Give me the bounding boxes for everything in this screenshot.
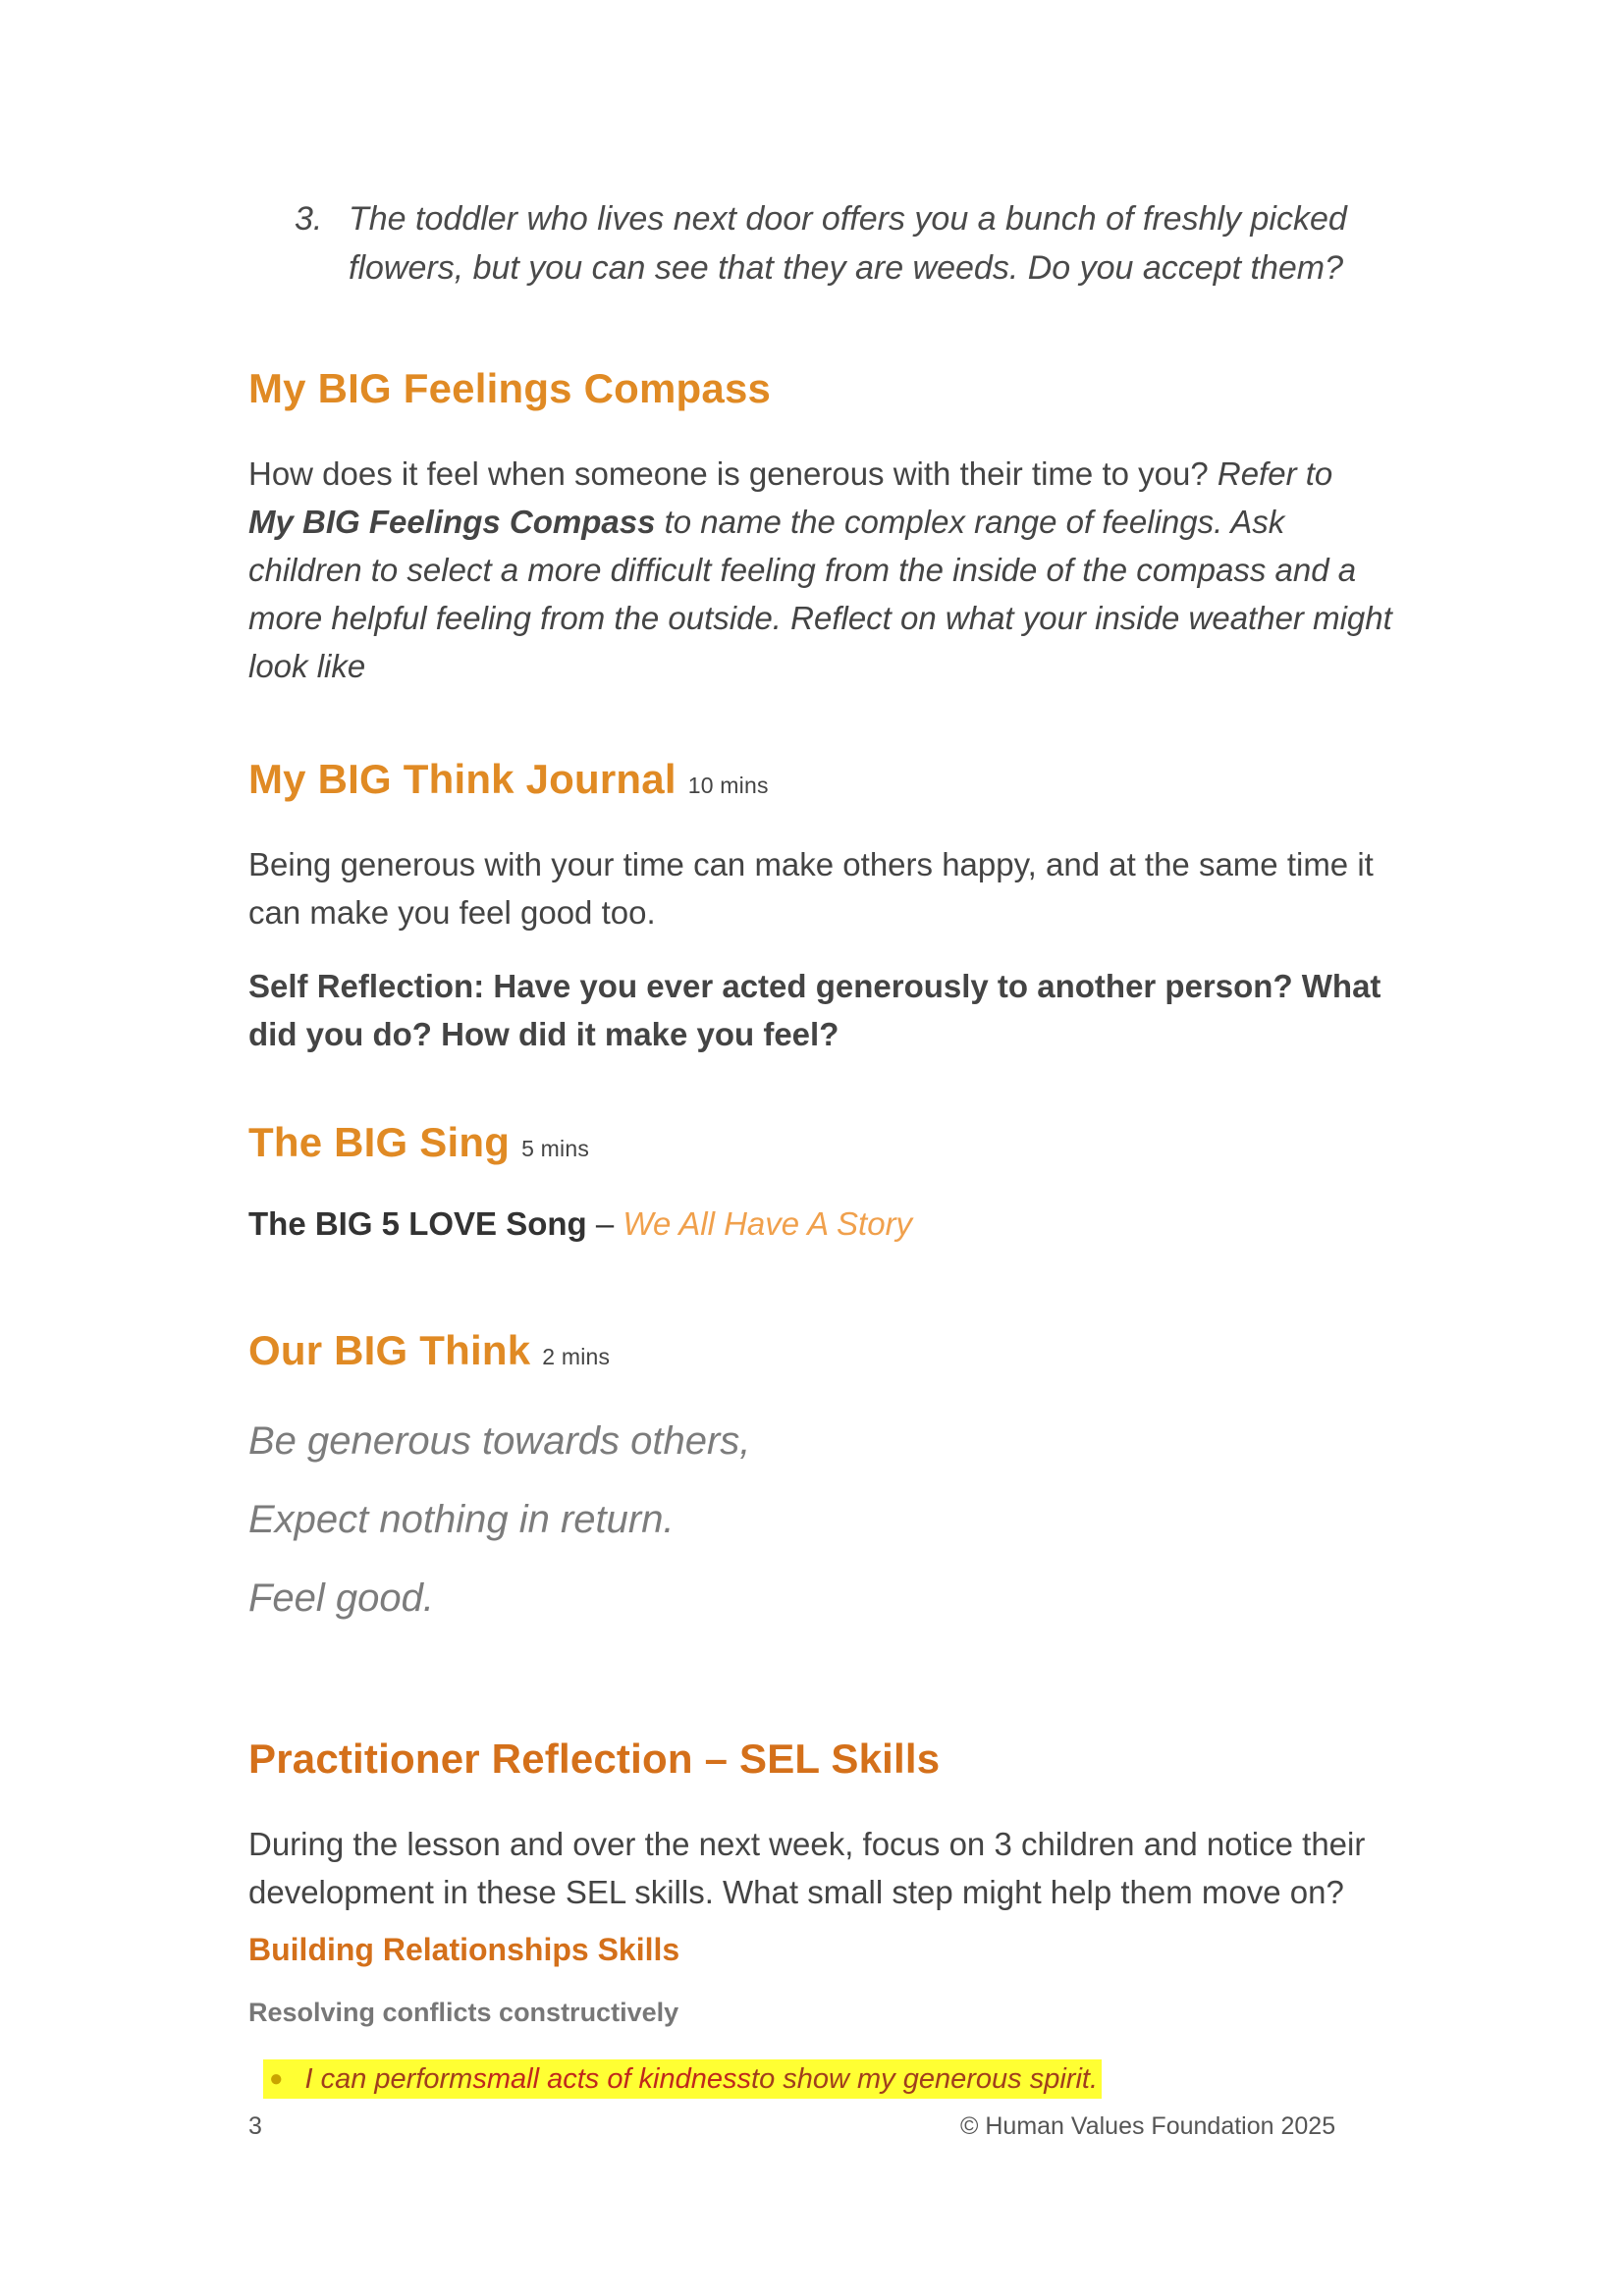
feelings-compass-instruction-a: Refer to bbox=[1217, 455, 1333, 492]
self-reflection-prompt: Self Reflection: Have you ever acted generously to another person? What did you do? How did it make you feel? bbox=[248, 968, 1381, 1052]
highlighted-bullet-item bbox=[263, 2059, 1102, 2099]
feelings-compass-title: My BIG Feelings Compass bbox=[248, 365, 772, 411]
question-number: 3. bbox=[295, 200, 323, 238]
think-journal-title: My BIG Think Journal bbox=[248, 756, 677, 802]
song-line bbox=[248, 1205, 912, 1243]
feelings-compass-reference: My BIG Feelings Compass bbox=[248, 504, 656, 540]
bullet-icon: ● bbox=[269, 2065, 284, 2092]
song-title-link[interactable]: We All Have A Story bbox=[623, 1205, 913, 1242]
copyright-notice: © Human Values Foundation 2025 bbox=[960, 2112, 1336, 2140]
bullet-text-emphasis: small acts of kindness bbox=[472, 2062, 752, 2095]
practitioner-title: Practitioner Reflection – SEL Skills bbox=[248, 1735, 941, 1782]
think-journal-duration: 10 mins bbox=[687, 773, 769, 798]
big-think-line-3: Feel good. bbox=[248, 1576, 435, 1620]
think-journal-heading bbox=[248, 756, 769, 803]
big-think-line-2: Expect nothing in return. bbox=[248, 1498, 675, 1541]
song-name: The BIG 5 LOVE Song bbox=[248, 1205, 587, 1242]
bullet-text-start: I can perform bbox=[304, 2062, 473, 2095]
big-think-line-1: Be generous towards others, bbox=[248, 1419, 751, 1463]
big-think-heading bbox=[248, 1327, 610, 1374]
numbered-question bbox=[295, 194, 1394, 293]
big-sing-title: The BIG Sing bbox=[248, 1119, 511, 1165]
song-dash: – bbox=[586, 1205, 623, 1242]
think-journal-body: Being generous with your time can make others happy, and at the same time it can make you feel good too. bbox=[248, 846, 1374, 931]
feelings-compass-instruction-b: to name the complex range of feelings. Ask children to select a more difficult feeling from the inside of the compass and a more helpful feeling from the outside. Reflect on what your inside weather might look like bbox=[248, 504, 1392, 684]
feelings-compass-question: How does it feel when someone is generous with their time to you? bbox=[248, 455, 1218, 492]
big-think-duration: 2 mins bbox=[542, 1344, 611, 1369]
big-sing-duration: 5 mins bbox=[521, 1136, 590, 1161]
page-number: 3 bbox=[248, 2112, 262, 2140]
question-text-line-1: The toddler who lives next door offers you a bunch of freshly picked bbox=[349, 200, 1347, 238]
practitioner-body: During the lesson and over the next week, focus on 3 children and notice their development in these SEL skills. What small step might help them move on? bbox=[248, 1826, 1366, 1910]
skills-subheading: Building Relationships Skills bbox=[248, 1932, 680, 1967]
bullet-text-end: to show my generous spirit. bbox=[751, 2062, 1098, 2095]
feelings-compass-heading bbox=[248, 365, 771, 412]
feelings-compass-paragraph bbox=[248, 450, 1397, 690]
skill-subsubheading: Resolving conflicts constructively bbox=[248, 1998, 679, 2027]
question-text-line-2: flowers, but you can see that they are weeds. Do you accept them? bbox=[349, 249, 1344, 287]
big-sing-heading bbox=[248, 1119, 589, 1166]
big-think-title: Our BIG Think bbox=[248, 1327, 531, 1373]
practitioner-heading bbox=[248, 1735, 940, 1783]
